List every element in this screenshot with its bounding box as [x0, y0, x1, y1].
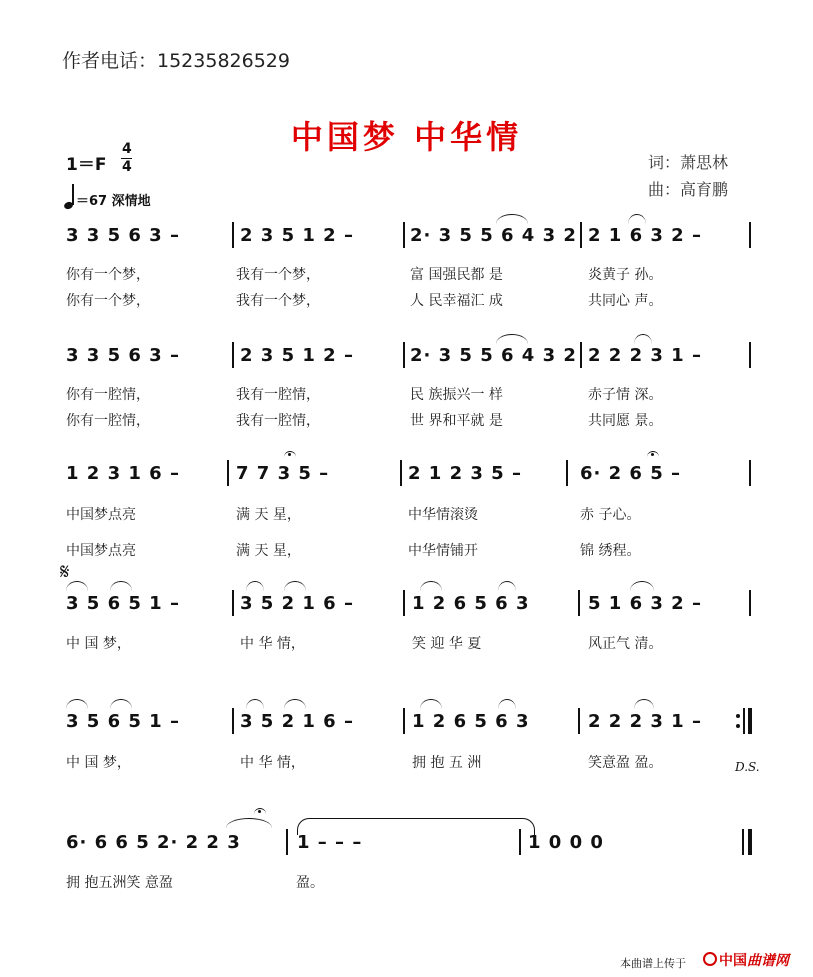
- slur: [630, 581, 654, 591]
- lyric-6-2: 盈。: [296, 875, 324, 891]
- repeat-dot: [736, 714, 740, 718]
- slur: [110, 699, 132, 709]
- barline: [578, 708, 580, 734]
- measure-3-4: 6· 2 6 5 –: [580, 463, 682, 484]
- measure-2-3: 2· 3 5 5 6 4 3 2: [410, 345, 577, 366]
- barline: [749, 342, 751, 368]
- site-logo[interactable]: [703, 950, 789, 970]
- lyric-1-8: 共同心 声。: [588, 293, 663, 309]
- measure-2-1: 3 3 5 6 3 –: [66, 345, 180, 366]
- slur: [110, 581, 132, 591]
- slur: [420, 699, 442, 709]
- slur: [246, 699, 264, 709]
- barline: [578, 590, 580, 616]
- fermata-icon: [254, 808, 266, 815]
- end-repeat-barline: [748, 708, 752, 734]
- lyric-1-2: 我有一个梦，: [236, 267, 320, 283]
- measure-1-4: 2 1 6 3 2 –: [588, 225, 702, 246]
- lyric-3-4: 赤 子心。: [580, 507, 641, 523]
- lyricist-credit: 词：萧思林: [648, 153, 729, 172]
- measure-5-3: 1 2 6 5 6 3: [412, 711, 530, 732]
- song-title: 中国梦 中华情: [290, 118, 523, 156]
- final-barline: [748, 829, 752, 855]
- barline: [403, 708, 405, 734]
- lyric-3-2: 满 天 星，: [236, 507, 301, 523]
- barline: [749, 222, 751, 248]
- author-contact: 作者电话：15235826529: [62, 50, 290, 72]
- site-logo-icon: [703, 952, 717, 966]
- dal-segno-marking: D.S.: [735, 760, 760, 774]
- lyric-3-8: 锦 绣程。: [580, 543, 641, 559]
- tempo-marking: ＝67 深情地: [76, 194, 151, 209]
- lyric-2-6: 我有一腔情，: [236, 413, 320, 429]
- slur: [498, 699, 516, 709]
- lyric-4-2: 中 华 情，: [240, 636, 305, 652]
- fermata-icon: [647, 451, 659, 458]
- slur: [634, 334, 652, 344]
- slur: [66, 581, 88, 591]
- lyric-5-3: 拥 抱 五 洲: [412, 755, 482, 771]
- measure-5-2: 3 5 2 1 6 –: [240, 711, 354, 732]
- measure-3-1: 1 2 3 1 6 –: [66, 463, 180, 484]
- lyric-4-4: 风正气 清。: [588, 636, 663, 652]
- lyric-3-3: 中华情滚烫: [408, 507, 478, 523]
- barline: [749, 460, 751, 486]
- measure-4-2: 3 5 2 1 6 –: [240, 593, 354, 614]
- barline: [749, 590, 751, 616]
- lyric-2-5: 你有一腔情，: [66, 413, 150, 429]
- slur: [284, 699, 306, 709]
- slur: [284, 581, 306, 591]
- lyric-5-2: 中 华 情，: [240, 755, 305, 771]
- upload-notice: 本曲谱上传于: [620, 957, 686, 970]
- barline: [403, 590, 405, 616]
- barline: [742, 829, 744, 855]
- slur: [66, 699, 88, 709]
- slur: [628, 214, 646, 224]
- barline: [403, 222, 405, 248]
- site-logo-red: 中国: [719, 953, 747, 969]
- measure-4-1: 3 5 6 5 1 –: [66, 593, 180, 614]
- time-signature-bottom: 4: [122, 159, 132, 175]
- time-signature-top: 4: [122, 141, 132, 157]
- lyric-3-7: 中华情铺开: [408, 543, 478, 559]
- measure-4-4: 5 1 6 3 2 –: [588, 593, 702, 614]
- barline: [400, 460, 402, 486]
- slur: [496, 334, 528, 344]
- lyric-3-1: 中国梦点亮: [66, 507, 136, 523]
- lyric-1-3: 富 国强民都 是: [410, 267, 503, 283]
- barline: [519, 829, 521, 855]
- quarter-note-icon: [72, 184, 74, 205]
- barline: [227, 460, 229, 486]
- composer-credit: 曲：高育鹏: [648, 180, 729, 199]
- lyric-2-4: 赤子情 深。: [588, 387, 663, 403]
- lyric-1-1: 你有一个梦，: [66, 267, 150, 283]
- lyric-2-3: 民 族振兴一 样: [410, 387, 503, 403]
- measure-1-2: 2 3 5 1 2 –: [240, 225, 354, 246]
- measure-3-3: 2 1 2 3 5 –: [408, 463, 522, 484]
- quarter-note-head: [63, 201, 74, 211]
- lyric-3-5: 中国梦点亮: [66, 543, 136, 559]
- measure-2-4: 2 2 2 3 1 –: [588, 345, 702, 366]
- barline: [232, 222, 234, 248]
- measure-2-2: 2 3 5 1 2 –: [240, 345, 354, 366]
- barline: [232, 342, 234, 368]
- slur: [498, 581, 516, 591]
- lyric-1-5: 你有一个梦，: [66, 293, 150, 309]
- measure-6-3: 1 0 0 0: [528, 832, 604, 853]
- site-logo-rest: 曲谱网: [747, 953, 789, 969]
- lyric-2-1: 你有一腔情，: [66, 387, 150, 403]
- lyric-5-4: 笑意盈 盈。: [588, 755, 663, 771]
- barline: [232, 708, 234, 734]
- lyric-1-7: 人 民幸福汇 成: [410, 293, 503, 309]
- measure-6-1: 6· 6 6 5 2· 2 2 3: [66, 832, 241, 853]
- slur: [634, 699, 654, 709]
- slur: [420, 581, 442, 591]
- barline: [743, 708, 745, 734]
- key-signature: 1＝F: [66, 155, 107, 175]
- measure-5-1: 3 5 6 5 1 –: [66, 711, 180, 732]
- lyric-3-6: 满 天 星，: [236, 543, 301, 559]
- measure-6-2: 1 – – –: [297, 832, 363, 853]
- slur: [496, 214, 528, 224]
- barline: [232, 590, 234, 616]
- repeat-dot: [736, 724, 740, 728]
- lyric-1-6: 我有一个梦，: [236, 293, 320, 309]
- lyric-4-1: 中 国 梦，: [66, 636, 131, 652]
- lyric-2-2: 我有一腔情，: [236, 387, 320, 403]
- lyric-4-3: 笑 迎 华 夏: [412, 636, 482, 652]
- measure-5-4: 2 2 2 3 1 –: [588, 711, 702, 732]
- lyric-1-4: 炎黄子 孙。: [588, 267, 663, 283]
- measure-3-2: 7 7 3 5 –: [236, 463, 330, 484]
- barline: [403, 342, 405, 368]
- measure-1-1: 3 3 5 6 3 –: [66, 225, 180, 246]
- measure-4-3: 1 2 6 5 6 3: [412, 593, 530, 614]
- measure-1-3: 2· 3 5 5 6 4 3 2: [410, 225, 577, 246]
- slur: [246, 581, 264, 591]
- segno-icon: 𝄋: [60, 560, 70, 585]
- barline: [580, 342, 582, 368]
- lyric-2-8: 共同愿 景。: [588, 413, 663, 429]
- barline: [566, 460, 568, 486]
- barline: [286, 829, 288, 855]
- lyric-2-7: 世 界和平就 是: [410, 413, 503, 429]
- lyric-5-1: 中 国 梦，: [66, 755, 131, 771]
- fermata-icon: [284, 451, 296, 458]
- lyric-6-1: 拥 抱五洲笑 意盈: [66, 875, 173, 891]
- barline: [580, 222, 582, 248]
- slur: [226, 818, 272, 828]
